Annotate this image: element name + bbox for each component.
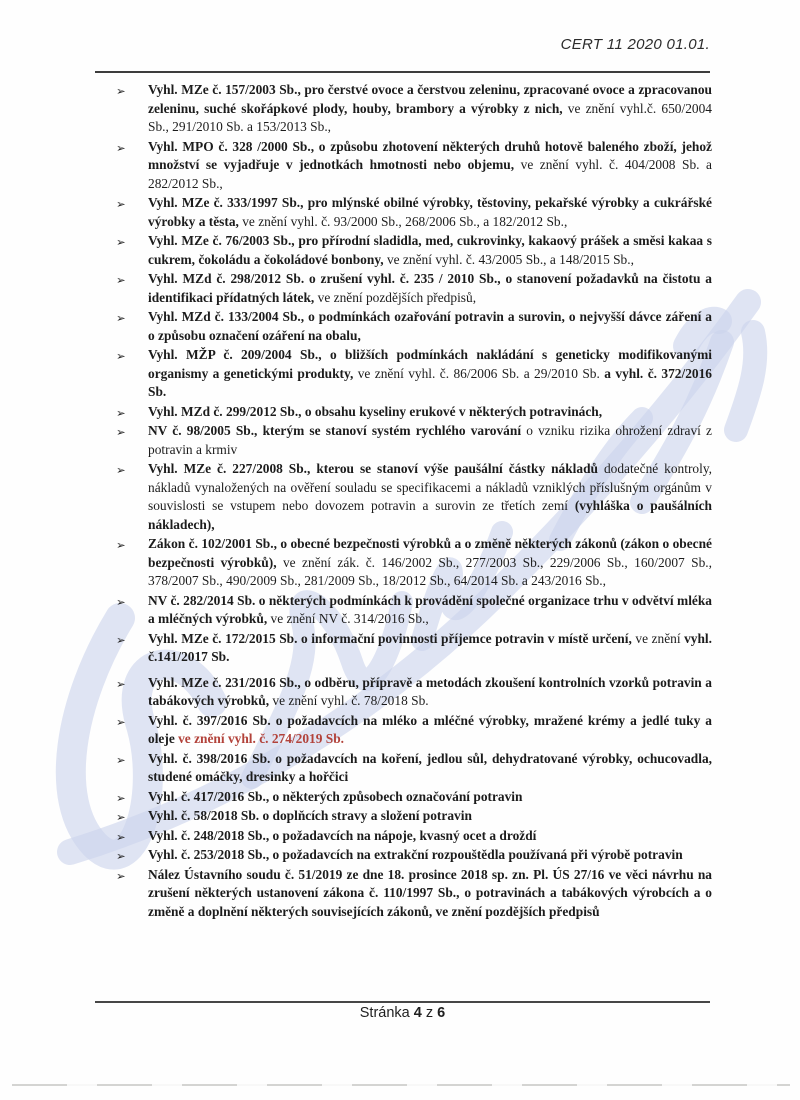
law-title-text: a vyhl. č. 372/2016 Sb. [148,365,712,399]
bullet-arrow-icon: ➢ [116,790,126,805]
law-title-text: Vyhl. č. 253/2018 Sb., o požadavcích na extrakční rozpouštědla používaná při výrobě potravin [148,847,683,862]
law-item-text [148,713,712,747]
law-title-text: Vyhl. MŽP č. 209/2004 Sb., o bližších podmínkách nakládání s geneticky modifikovanými organismy a genetickými produkty, [148,347,712,381]
list-item [95,630,712,667]
bullet-arrow-icon: ➢ [116,752,126,767]
law-title-text: Vyhl. č. 397/2016 Sb. o požadavcích na mléko a mléčné výrobky, mražené krémy a jedlé tuky a oleje [148,712,712,746]
law-item-text [148,593,712,627]
list-item [95,807,712,826]
law-title-text: Zákon č. 102/2001 Sb., o obecné bezpečnosti výrobků a o změně některých zákonů (zákon o obecné bezpečnosti výrobků), [148,536,712,570]
header-rule [95,71,710,73]
scan-artifact-line [12,1084,790,1086]
amendment-text: dodatečné kontroly, nákladů vynaložených na ověření souladu se specifikacemi a nákladů vzniklých příslušným orgánům v souvislosti se vstupem nebo dovozem potravin a surovin ze třetích zemí [148,461,713,513]
amendment-red-text: ve znění vyhl. č. 274/2019 Sb. [178,731,345,746]
bullet-arrow-icon: ➢ [116,538,126,552]
amendment-text: ve znění NV č. 314/2016 Sb., [270,611,429,626]
law-title-text: NV č. 98/2005 Sb., kterým se stanoví systém rychlého varování [148,423,527,438]
law-title-text: Vyhl. MZe č. 172/2015 Sb. o informační povinnosti příjemce potravin v místě určení, [148,630,636,646]
bullet-arrow-icon: ➢ [116,868,126,883]
list-item [95,346,712,402]
law-title-text: Vyhl. MZd č. 133/2004 Sb., o podmínkách ozařování potravin a surovin, o nejvyšší dávce záření a o způsobu označení ozáření na obalu, [148,309,712,343]
law-title-text: Vyhl. č. 58/2018 Sb. o doplňcích stravy a složení potravin [148,808,472,823]
page-footer [95,1005,710,1021]
list-item [95,138,712,194]
law-title-text: Vyhl. č. 417/2016 Sb., o některých způsobech označování potravin [148,788,523,804]
list-item [95,81,712,137]
law-item-text [148,195,712,229]
amendment-text: z [421,1005,438,1021]
list-item [95,535,712,591]
law-item-text [148,347,712,399]
bullet-arrow-icon: ➢ [116,810,126,824]
amendment-text: o vzniku rizika ohrožení zdraví z potravin a krmiv [148,423,712,457]
footer-rule [95,1001,710,1003]
list-item [95,270,712,307]
law-title-text: 4 [413,1005,422,1021]
law-item-text [148,233,712,267]
amendment-text: ve znění vyhl.č. 650/2004 Sb., 291/2010 Sb. a 153/2013 Sb., [148,100,712,134]
law-title-text: Vyhl. MPO č. 328 /2000 Sb., o způsobu zhotovení některých druhů hotově baleného zboží, jehož množství se vyjadřuje v jednotkách hmotnosti nebo objemu, [148,138,712,172]
law-title-text: vyhl. č.141/2017 Sb. [148,630,712,664]
law-item-text [148,271,712,305]
law-item-text [148,82,712,134]
amendment-text: ve znění vyhl. č. 43/2005 Sb., a 148/2015 Sb., [386,251,634,267]
law-title-text: Vyhl. MZe č. 157/2003 Sb., pro čerstvé ovoce a čerstvou zeleninu, zpracované ovoce a zpracovanou zeleninu, suché skořápkové plody, houby, brambory a výrobky z nich, [148,82,712,116]
law-title-text: Nález Ústavního soudu č. 51/2019 ze dne 18. prosince 2018 sp. zn. Pl. ÚS 27/16 ve věci návrhu na zrušení některých ustanovení zákona č. 110/1997 Sb., o potravinách a tabákových výrobcích a o změně a doplnění některých souvisejících zákonů, ve znění pozdějších předpisů [148,866,712,919]
amendment-text: ve znění vyhl. č. 404/2008 Sb. a 282/2012 Sb., [148,157,712,191]
list-item [95,232,712,269]
law-title-text: NV č. 282/2014 Sb. o některých podmínkách k provádění společné organizace trhu v odvětví mléka a mléčných výrobků, [148,592,712,626]
bullet-arrow-icon: ➢ [116,849,126,863]
bullet-arrow-icon: ➢ [116,829,126,844]
bullet-arrow-icon: ➢ [116,676,126,691]
law-item-text [148,404,602,419]
bullet-arrow-icon: ➢ [116,714,126,729]
law-item-text [148,675,712,709]
list-item [95,827,712,846]
law-item-text [148,309,712,343]
law-item-text [148,867,712,919]
list-item [95,712,712,749]
law-item-text [148,808,472,823]
bullet-arrow-icon: ➢ [116,273,126,287]
law-item-text [148,789,522,804]
list-item [95,788,712,807]
bullet-arrow-icon: ➢ [116,349,126,363]
law-item-text [148,847,683,862]
law-title-text: Vyhl. MZe č. 231/2016 Sb., o odběru, přípravě a metodách zkoušení kontrolních vzorků potravin a tabákových výrobků, [148,674,712,708]
law-title-text: Vyhl. MZe č. 76/2003 Sb., pro přírodní sladidla, med, cukrovinky, kakaový prášek a směsi kakaa s cukrem, čokoládu a čokoládové bonbony, [148,233,712,267]
page-header [95,36,710,53]
bullet-arrow-icon: ➢ [116,405,126,420]
law-title-text: (vyhláška o paušálních nákladech), [148,498,712,532]
bullet-arrow-icon: ➢ [116,463,126,477]
regulation-list [95,81,712,922]
amendment-text: ve znění pozdějších předpisů, [317,289,477,305]
bullet-arrow-icon: ➢ [116,311,126,325]
law-item-text [148,423,712,457]
amendment-text: ve znění vyhl. č. 86/2006 Sb. a 29/2010 Sb. [357,365,605,381]
law-title-text: Vyhl. MZd č. 298/2012 Sb. o zrušení vyhl. č. 235 / 2010 Sb., o stanovení požadavků na čistotu a identifikaci přídatných látek, [148,271,712,305]
bullet-arrow-icon: ➢ [116,197,126,211]
bullet-arrow-icon: ➢ [116,84,126,98]
list-item [95,403,712,422]
bullet-arrow-icon: ➢ [116,632,126,647]
bullet-arrow-icon: ➢ [116,235,126,249]
law-item-text [148,631,712,665]
header-doc-code: CERT 11 2020 01.01. [560,36,710,53]
law-item-text [148,751,712,785]
list-item [95,308,712,345]
law-title-text: Vyhl. č. 398/2016 Sb. o požadavcích na koření, jedlou sůl, dehydratované výrobky, ochucovadla, studené omáčky, dresinky a hořčici [148,750,712,784]
law-item-text [148,536,712,588]
bullet-arrow-icon: ➢ [116,140,126,155]
list-item [95,460,712,534]
law-item-text [148,461,712,532]
bullet-arrow-icon: ➢ [116,425,126,439]
amendment-text: Stránka [359,1005,414,1021]
law-title-text: Vyhl. MZe č. 227/2008 Sb., kterou se stanoví výše paušální částky nákladů [148,461,604,476]
law-title-text: Vyhl. č. 248/2018 Sb., o požadavcích na nápoje, kvasný ocet a droždí [148,827,537,843]
amendment-text: ve znění zák. č. 146/2002 Sb., 277/2003 Sb., 229/2006 Sb., 160/2007 Sb., 378/2007 Sb., 490/2009 Sb., 281/2009 Sb., 18/2012 Sb., 64/2014 Sb. a 243/2016 Sb., [148,554,712,588]
law-title-text: 6 [437,1005,446,1021]
amendment-text: ve znění vyhl. č. 93/2000 Sb., 268/2006 Sb., a 182/2012 Sb., [242,213,568,229]
list-item [95,846,712,865]
law-title-text: Vyhl. MZd č. 299/2012 Sb., o obsahu kyseliny erukové v některých potravinách, [148,403,603,419]
list-item [95,674,712,711]
amendment-text: ve znění [635,630,685,646]
law-item-text [148,139,712,191]
list-item [95,194,712,231]
law-title-text: Vyhl. MZe č. 333/1997 Sb., pro mlýnské obilné výrobky, těstoviny, pekařské výrobky a cukrářské výrobky a těsta, [148,195,712,229]
bullet-arrow-icon: ➢ [116,594,126,609]
list-item [95,592,712,629]
list-item [95,750,712,787]
law-item-text [148,828,536,843]
amendment-text: ve znění vyhl. č. 78/2018 Sb. [272,693,429,708]
list-item [95,866,712,922]
list-item [95,422,712,459]
